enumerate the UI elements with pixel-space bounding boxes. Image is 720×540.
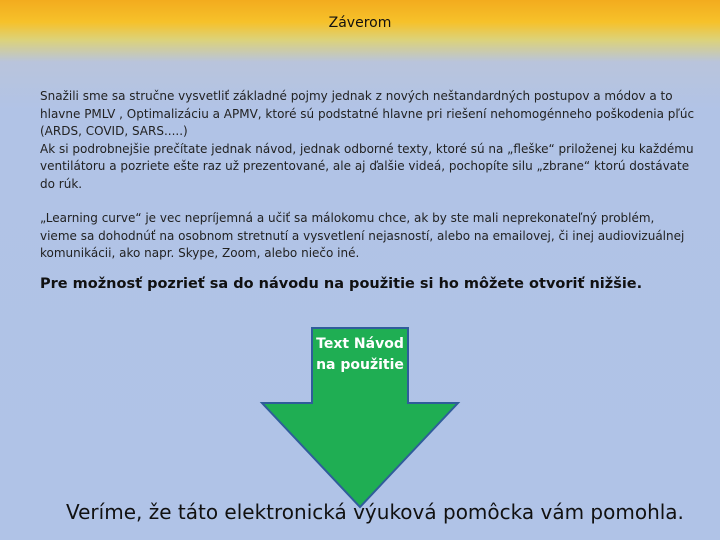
manual-link-arrow[interactable] bbox=[255, 326, 465, 511]
paragraph-reading: Ak si podrobnejšie prečítate jednak návod, jednak odborné texty, ktoré sú na „fleške“ priloženej ku každému ventilátoru a pozriete ešte raz už prezentované, ale aj ďalšie videá, pochopíte silu „zbrane“ ktorú dostávate do rúk. bbox=[40, 141, 694, 191]
paragraph-learning-curve: „Learning curve“ je vec nepríjemná a učiť sa málokomu chce, ak by ste mali neprekonateľný problém, vieme sa dohodnúť na osobnom stretnutí a vysvetlení nejasností, alebo na emailovej, či inej audiovizuálnej komunikácii, ako napr. Skype, Zoom, alebo niečo iné. bbox=[40, 211, 685, 260]
body-text bbox=[40, 88, 695, 263]
slide-title: Záverom bbox=[328, 15, 392, 31]
manual-link-label[interactable]: Text Návod na použitie bbox=[316, 336, 404, 373]
manual-callout: Pre možnosť pozrieť sa do návodu na použitie si ho môžete otvoriť nižšie. bbox=[40, 276, 643, 292]
closing-statement: Veríme, že táto elektronická výuková pomôcka vám pomohla. bbox=[66, 500, 684, 524]
paragraph-summary: Snažili sme sa stručne vysvetliť základné pojmy jednak z nových neštandardných postupov a módov a to hlavne PMLV , Optimalizáciu a APMV, ktoré sú podstatné hlavne pri riešení nehomogénneho poškodenia pľúc (ARDS, COVID, SARS.....) bbox=[40, 89, 695, 138]
